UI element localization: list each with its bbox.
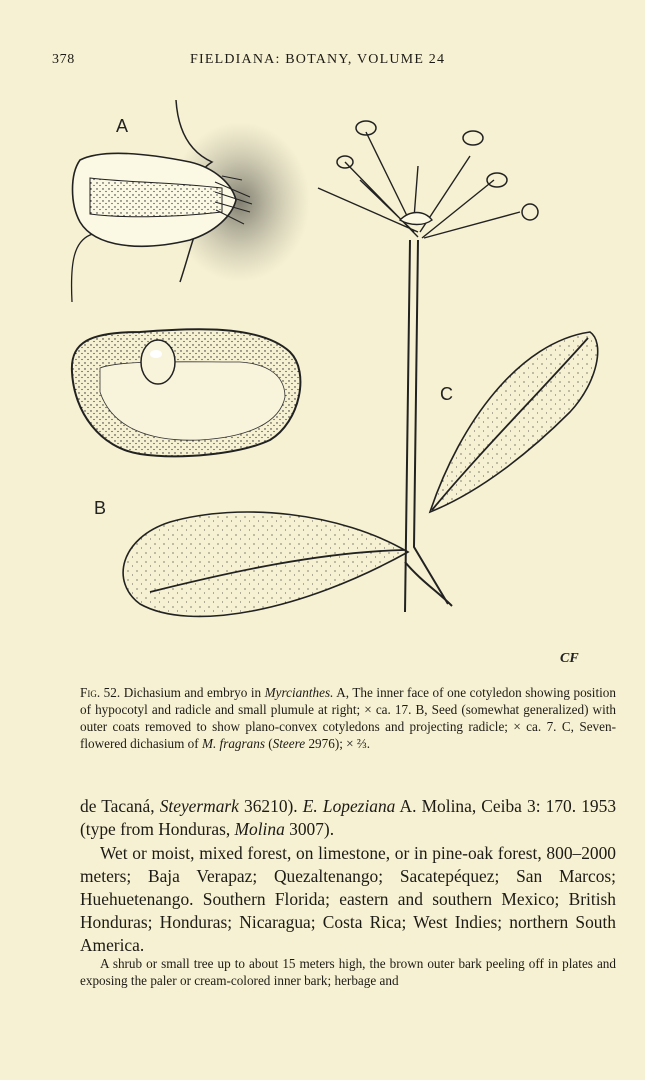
caption-text: A, The inner face of one cotyledon showing position of hypocotyl and radicle and small plumule at right; × ca. 17. B, Seed (somewhat generalized) with outer coats removed to show plano-convex cotyledons and projecting radicle; × ca. 7. C, Seven-flowered dichasium of [80,685,616,751]
collector-name: Molina [234,819,285,839]
caption-genus: Myrcianthes. [264,685,334,700]
caption-text: ( [264,736,273,751]
panel-b-seed [72,329,301,518]
journal-title: FIELDIANA: BOTANY, VOLUME 24 [190,52,446,67]
paragraph-text: de Tacaná, [80,796,160,816]
caption-collector: Steere [272,736,306,751]
paragraph-citations [80,795,616,841]
figure-52 [0,92,645,672]
paragraph-text: 36210). [238,796,303,816]
panel-label-a: A [116,116,129,136]
collector-name: Steyermark [159,796,239,816]
artist-monogram: CF [560,651,579,666]
panel-a-cotyledon [72,100,310,302]
figure-caption [80,684,616,752]
paragraph-text: A. Molina, Ceiba 3: 170. 1953 (type from Honduras, [80,796,617,839]
panel-label-b: B [94,498,107,518]
species-name: E. Lopeziana [302,796,396,816]
panel-label-c: C [440,384,453,404]
caption-species: M. fragrans [201,736,265,751]
caption-text: 2976); × ⅔. [305,736,371,751]
botanical-illustration [0,92,645,672]
paragraph-distribution: Wet or moist, mixed forest, on limestone, or in pine-oak forest, 800–2000 meters; Baja Verapaz; Quezaltenango; Sacatepéquez; San Marcos; Huehuetenango. Southern Florida; eastern and southern Mexico; British Honduras; Honduras; Nicaragua; Costa Rica; West Indies; northern South America. [80,843,616,955]
paragraph-text: 3007). [284,819,335,839]
page-number: 378 [52,52,75,67]
caption-text: Dichasium and embryo in [120,685,265,700]
running-head [52,52,593,72]
paragraph-description: A shrub or small tree up to about 15 meters high, the brown outer bark peeling off in plates and exposing the paler or cream-colored inner bark; herbage and [80,956,616,988]
figure-number: Fig. 52. [80,685,121,700]
